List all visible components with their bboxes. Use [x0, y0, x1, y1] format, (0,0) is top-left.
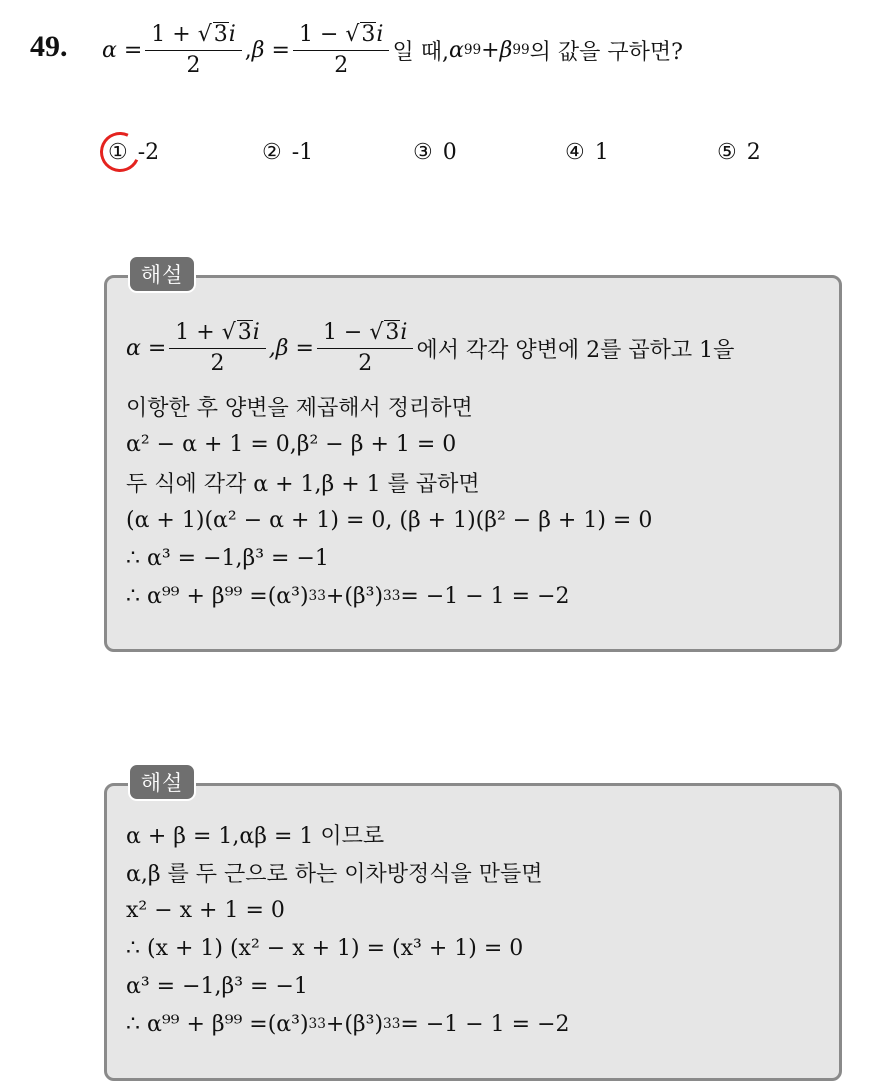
frac-denominator: 2 [169, 348, 266, 376]
choice-mark: ② [262, 140, 282, 165]
beta-fraction [320, 320, 411, 376]
exponent: 99 [512, 42, 530, 59]
solution-text: = −1 − 1 = −2 [400, 583, 570, 609]
alpha-def: α = [102, 37, 143, 63]
solution2-line-3: x² − x + 1 = 0 [126, 897, 285, 923]
choice-5[interactable] [717, 140, 761, 165]
choice-value: 0 [442, 140, 457, 165]
sqrt-radicand: 3 [361, 22, 376, 47]
solution1-line-2: 이항한 후 양변을 제곱해서 정리하면 [126, 395, 473, 421]
sqrt-symbol: √ [221, 319, 236, 345]
question-tail: 일 때, [392, 39, 449, 65]
sqrt-radicand: 3 [213, 22, 228, 47]
choice-mark: ③ [413, 140, 433, 165]
sqrt-symbol: √ [345, 22, 360, 47]
alpha-def: α = [126, 335, 167, 361]
imaginary-unit: i [400, 319, 408, 345]
imaginary-unit: i [376, 22, 384, 47]
beta-def: ,β = [268, 335, 314, 361]
choice-value: 1 [594, 140, 609, 165]
exponent: 33 [383, 1016, 401, 1032]
frac-num-part: 1 − [298, 22, 346, 47]
solution-text: ∴ α⁹⁹ + β⁹⁹ = [126, 1011, 268, 1037]
solution1-line-3: α² − α + 1 = 0,β² − β + 1 = 0 [126, 431, 457, 457]
solution2-line-5: α³ = −1,β³ = −1 [126, 973, 308, 999]
solution-text: 에서 각각 양변에 2를 곱하고 1을 [416, 337, 735, 363]
solution-text: = −1 − 1 = −2 [400, 1011, 570, 1037]
sqrt-radicand: 3 [237, 319, 252, 345]
plus-sign: + [325, 583, 345, 609]
question-tail: 의 값을 구하면? [529, 39, 683, 65]
separator: , [244, 37, 252, 63]
choice-mark: ④ [565, 140, 585, 165]
exponent: 33 [308, 1016, 326, 1032]
choice-mark: ① [108, 140, 128, 165]
imaginary-unit: i [252, 319, 260, 345]
plus-sign: + [325, 1011, 345, 1037]
power-base: (β³) [344, 1011, 384, 1037]
choice-3[interactable] [413, 140, 457, 165]
choice-4[interactable] [565, 140, 609, 165]
solution-tag-2: 해설 [128, 763, 196, 801]
exponent: 99 [463, 42, 482, 59]
beta-symbol: β [499, 37, 513, 63]
choice-value: 2 [746, 140, 761, 165]
frac-num-part: 1 + [151, 22, 198, 47]
power-base: (α³) [267, 1011, 309, 1037]
power-base: (β³) [344, 583, 384, 609]
frac-denominator: 2 [293, 50, 390, 78]
power-base: (α³) [267, 583, 309, 609]
question-number: 49. [30, 30, 68, 63]
solution2-line-2: α,β 를 두 근으로 하는 이차방정식을 만들면 [126, 861, 543, 887]
frac-num-part: 1 + [175, 319, 222, 345]
frac-denominator: 2 [317, 348, 414, 376]
beta-fraction [296, 22, 387, 78]
solution1-line-6: ∴ α³ = −1,β³ = −1 [126, 545, 329, 571]
beta-def: β = [251, 37, 290, 63]
solution1-line-1 [126, 319, 735, 377]
solution-tag-1: 해설 [128, 255, 196, 293]
alpha-fraction [148, 22, 239, 78]
choice-value: -1 [291, 140, 314, 165]
solution-text: ∴ α⁹⁹ + β⁹⁹ = [126, 583, 268, 609]
choice-mark: ⑤ [717, 140, 737, 165]
solution2-line-6 [126, 1006, 570, 1042]
alpha-symbol: α [448, 37, 464, 63]
imaginary-unit: i [228, 22, 236, 47]
frac-num-part: 1 − [322, 319, 370, 345]
choice-value: -2 [137, 140, 160, 165]
solution1-line-7 [126, 578, 570, 614]
plus-sign: + [481, 37, 500, 63]
exponent: 33 [383, 588, 401, 604]
alpha-fraction [172, 320, 263, 376]
sqrt-radicand: 3 [385, 319, 400, 345]
solution1-line-4: 두 식에 각각 α + 1,β + 1 를 곱하면 [126, 471, 480, 497]
solution1-line-5: (α + 1)(α² − α + 1) = 0, (β + 1)(β² − β + 1) = 0 [126, 507, 653, 533]
sqrt-symbol: √ [197, 22, 212, 47]
exponent: 33 [308, 588, 326, 604]
choice-2[interactable] [262, 140, 313, 165]
sqrt-symbol: √ [369, 319, 384, 345]
frac-denominator: 2 [145, 50, 242, 78]
solution2-line-1: α + β = 1,αβ = 1 이므로 [126, 823, 385, 849]
question-text [102, 22, 683, 78]
solution2-line-4: ∴ (x + 1) (x² − x + 1) = (x³ + 1) = 0 [126, 935, 524, 961]
